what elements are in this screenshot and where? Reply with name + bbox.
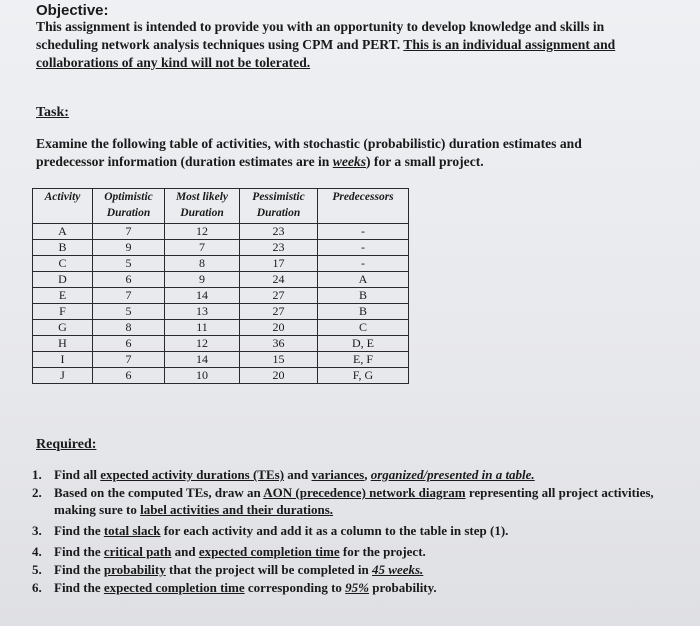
cell-predecessors: - xyxy=(318,224,409,240)
table-row xyxy=(33,352,409,368)
task-heading: Task: xyxy=(36,105,69,120)
table-row xyxy=(33,288,409,304)
cell-predecessors: F, G xyxy=(318,368,409,384)
cell-activity: F xyxy=(33,304,93,320)
objective-text xyxy=(36,18,656,72)
cell-most-likely: 14 xyxy=(165,288,240,304)
cell-optimistic: 6 xyxy=(93,336,165,352)
header-predecessors: Predecessors xyxy=(318,189,409,224)
cell-predecessors: - xyxy=(318,240,409,256)
table-row xyxy=(33,368,409,384)
table-row xyxy=(33,240,409,256)
table-row xyxy=(33,224,409,240)
activity-table xyxy=(32,188,409,384)
cell-pessimistic: 36 xyxy=(240,336,318,352)
cell-optimistic: 7 xyxy=(93,224,165,240)
cell-activity: I xyxy=(33,352,93,368)
table-body xyxy=(33,224,409,384)
required-item-1: 1. Find all expected activity durations (TEs) and variances, organized/presented in a table. xyxy=(32,467,535,482)
cell-pessimistic: 20 xyxy=(240,320,318,336)
weeks-emphasis: weeks xyxy=(332,154,366,169)
cell-activity: E xyxy=(33,288,93,304)
cell-pessimistic: 23 xyxy=(240,240,318,256)
cell-most-likely: 14 xyxy=(165,352,240,368)
table-row xyxy=(33,336,409,352)
cell-activity: J xyxy=(33,368,93,384)
cell-predecessors: D, E xyxy=(318,336,409,352)
header-pessimistic: Pessimistic Duration xyxy=(240,189,318,224)
cell-activity: H xyxy=(33,336,93,352)
required-item-5: 5. Find the probability that the project will be completed in 45 weeks. xyxy=(32,562,424,577)
table-row xyxy=(33,272,409,288)
cell-most-likely: 12 xyxy=(165,336,240,352)
cell-activity: B xyxy=(33,240,93,256)
cell-most-likely: 12 xyxy=(165,224,240,240)
header-activity: Activity xyxy=(33,189,93,224)
cell-predecessors: B xyxy=(318,304,409,320)
required-heading: Required: xyxy=(36,437,97,452)
required-list xyxy=(32,466,672,597)
objective-line-2 xyxy=(36,36,656,54)
cell-most-likely: 7 xyxy=(165,240,240,256)
cell-most-likely: 8 xyxy=(165,256,240,272)
cell-predecessors: - xyxy=(318,256,409,272)
cell-predecessors: B xyxy=(318,288,409,304)
table-header-row xyxy=(33,189,409,224)
task-line-2 xyxy=(36,153,656,171)
cell-predecessors: C xyxy=(318,320,409,336)
table-row xyxy=(33,320,409,336)
task-line-2-after: ) for a small project. xyxy=(366,154,484,169)
cell-activity: D xyxy=(33,272,93,288)
required-item-3: 3. Find the total slack for each activity and add it as a column to the table in step (1). xyxy=(32,523,509,538)
required-item-6: 6. Find the expected completion time corresponding to 95% probability. xyxy=(32,580,437,595)
required-item-2: 2. Based on the computed TEs, draw an AON (precedence) network diagram representing all project activities, making sure to label activities and their durations. xyxy=(32,485,654,517)
cell-pessimistic: 27 xyxy=(240,288,318,304)
header-optimistic: Optimistic Duration xyxy=(93,189,165,224)
cell-pessimistic: 23 xyxy=(240,224,318,240)
cell-optimistic: 5 xyxy=(93,304,165,320)
task-line-1: Examine the following table of activities, with stochastic (probabilistic) duration estimates and xyxy=(36,136,582,151)
header-most-likely: Most likely Duration xyxy=(165,189,240,224)
cell-pessimistic: 20 xyxy=(240,368,318,384)
task-line-2-before: predecessor information (duration estimates are in xyxy=(36,154,333,169)
cell-activity: C xyxy=(33,256,93,272)
cell-most-likely: 9 xyxy=(165,272,240,288)
cell-most-likely: 11 xyxy=(165,320,240,336)
cell-most-likely: 13 xyxy=(165,304,240,320)
objective-line-2-text: scheduling network analysis techniques using CPM and PERT. xyxy=(36,37,404,52)
objective-heading: Objective: xyxy=(36,2,109,19)
cell-optimistic: 9 xyxy=(93,240,165,256)
individual-assignment-notice: This is an individual assignment and xyxy=(403,37,616,52)
cell-optimistic: 8 xyxy=(93,320,165,336)
required-item-4: 4. Find the critical path and expected completion time for the project. xyxy=(32,544,426,559)
cell-activity: A xyxy=(33,224,93,240)
cell-optimistic: 6 xyxy=(93,272,165,288)
cell-pessimistic: 15 xyxy=(240,352,318,368)
table-row xyxy=(33,304,409,320)
cell-pessimistic: 27 xyxy=(240,304,318,320)
task-text xyxy=(36,135,656,171)
cell-predecessors: A xyxy=(318,272,409,288)
cell-pessimistic: 24 xyxy=(240,272,318,288)
objective-line-1: This assignment is intended to provide you with an opportunity to develop knowledge and skills in xyxy=(36,19,605,34)
cell-pessimistic: 17 xyxy=(240,256,318,272)
cell-optimistic: 7 xyxy=(93,352,165,368)
cell-predecessors: E, F xyxy=(318,352,409,368)
cell-optimistic: 7 xyxy=(93,288,165,304)
table-row xyxy=(33,256,409,272)
cell-most-likely: 10 xyxy=(165,368,240,384)
collaboration-notice: collaborations of any kind will not be tolerated. xyxy=(36,55,311,70)
cell-optimistic: 5 xyxy=(93,256,165,272)
cell-optimistic: 6 xyxy=(93,368,165,384)
cell-activity: G xyxy=(33,320,93,336)
